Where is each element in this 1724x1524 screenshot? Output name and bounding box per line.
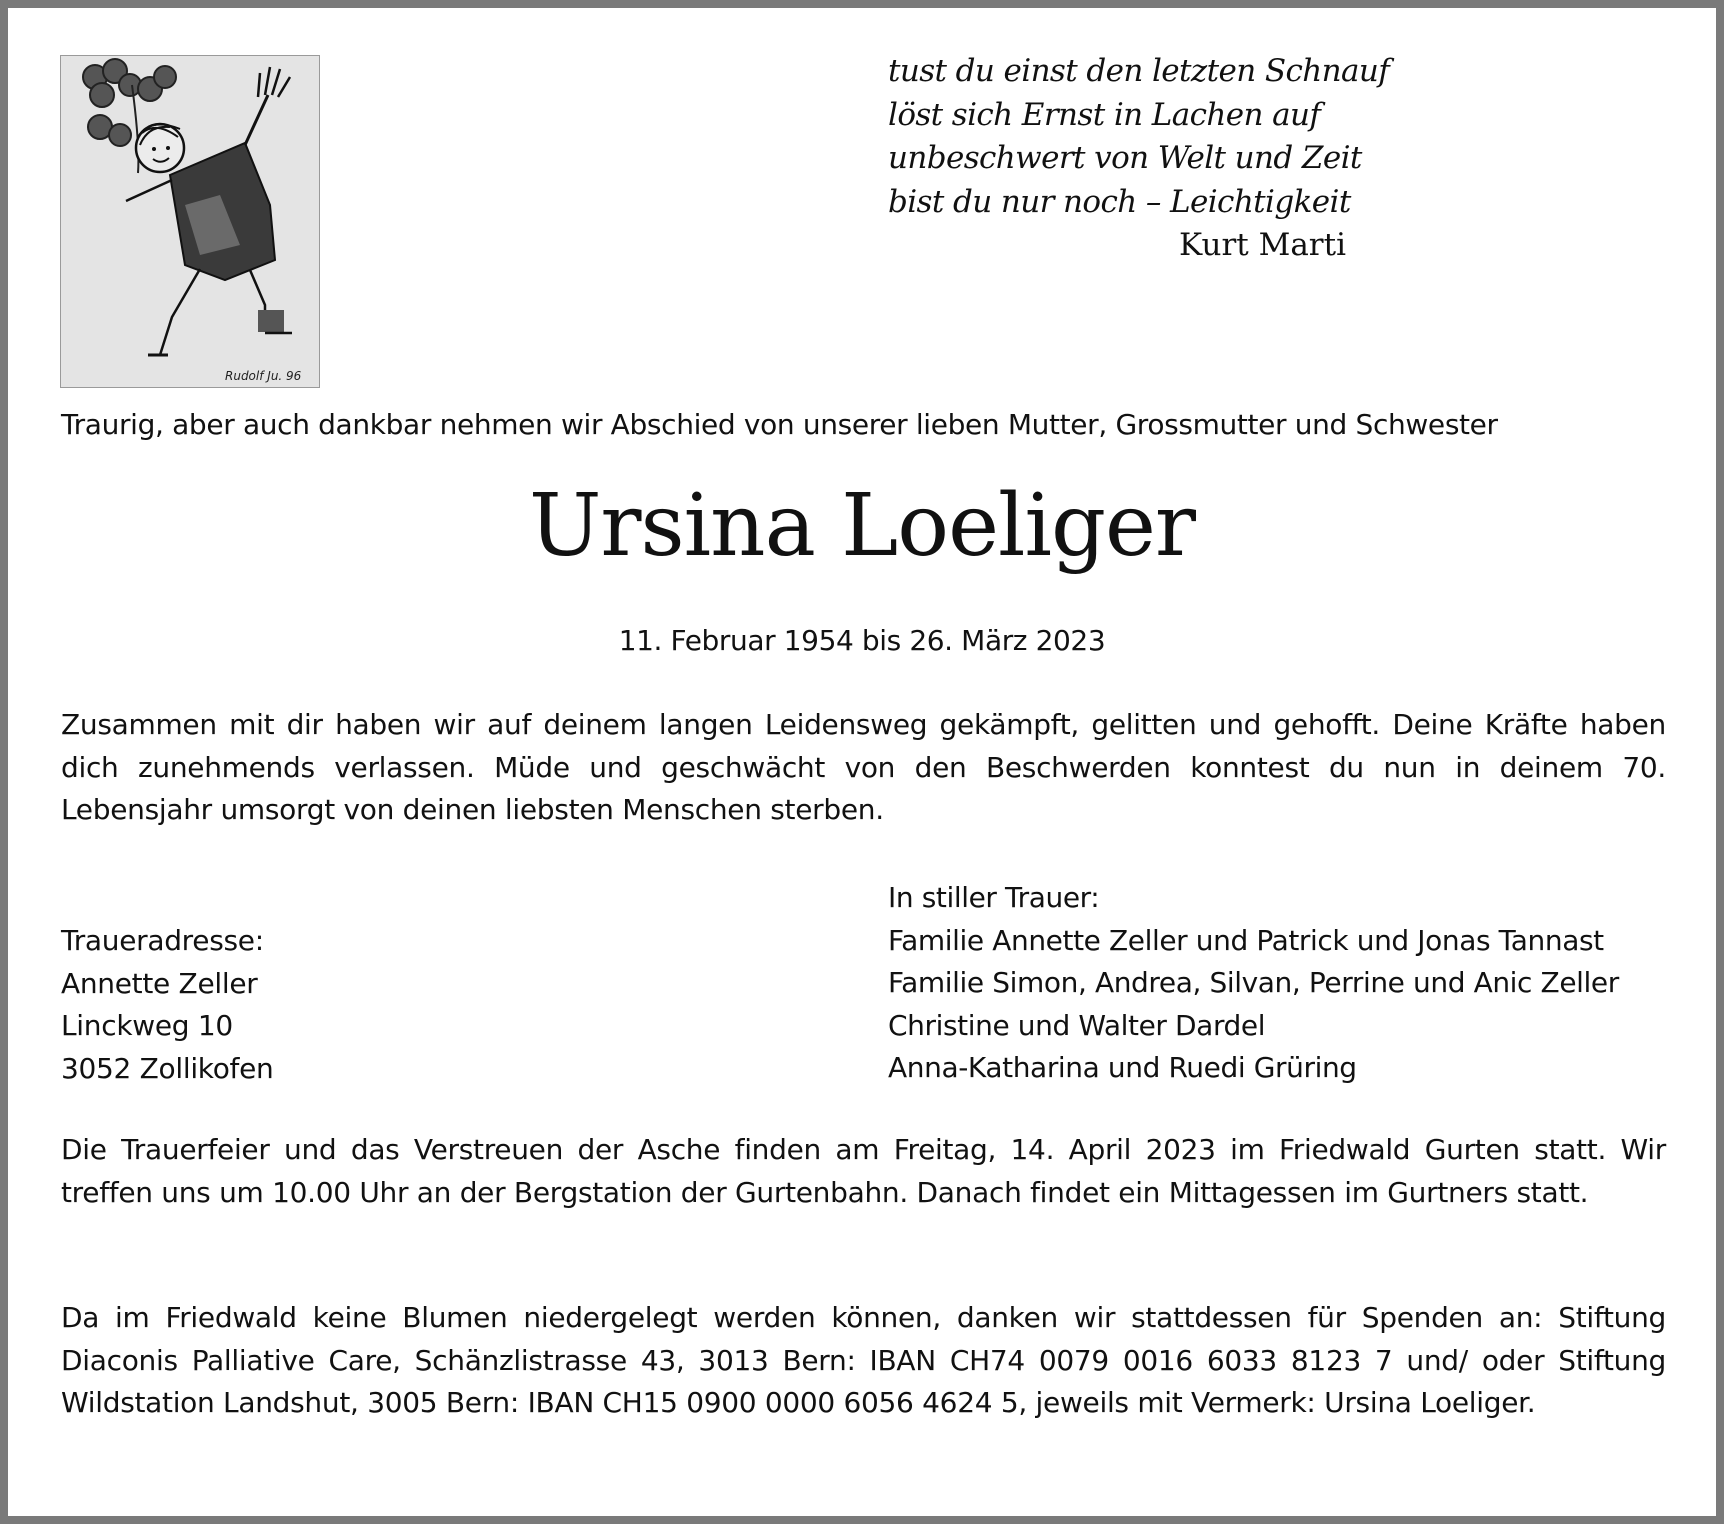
obituary-notice (8, 8, 1716, 1516)
poem-line: unbeschwert von Welt und Zeit (888, 140, 1362, 176)
address-line: 3052 Zollikofen (61, 1051, 274, 1085)
deceased-name: Ursina Loeliger (528, 476, 1196, 576)
mourners-label: In stiller Trauer: (888, 881, 1100, 914)
ceremony-paragraph: Die Trauerfeier und das Verstreuen der Asche finden am Freitag, 14. April 2023 im Friedwald Gurten statt. Wir treffen uns um 10.00 Uhr an der Bergstation der Gurtenbahn. Danach findet ein Mittagessen im Gurtners statt. (61, 1133, 1666, 1209)
poem-line: tust du einst den letzten Schnauf (888, 53, 1390, 89)
mourner-entry: Christine und Walter Dardel (888, 1008, 1266, 1042)
address-line: Annette Zeller (61, 966, 258, 1000)
donation-paragraph: Da im Friedwald keine Blumen niedergelegt werden können, danken wir stattdessen für Spenden an: Stiftung Diaconis Palliative Care, Schänzlistrasse 43, 3013 Bern: IBAN CH74 0079 0016 6033 8123 7 und/ oder Stiftung Wildstation Landshut, 3005 Bern: IBAN CH15 0900 0000 6056 4624 5, jeweils mit Vermerk: Ursina Loeliger. (61, 1301, 1666, 1419)
mourner-entry: Anna-Katharina und Ruedi Grüring (888, 1051, 1357, 1084)
poem (888, 50, 1408, 268)
mourners-list (888, 877, 1619, 1090)
mourner-entry: Familie Annette Zeller und Patrick und Jonas Tannast (888, 923, 1604, 957)
poem-line: löst sich Ernst in Lachen auf (888, 96, 1321, 133)
tribute-paragraph: Zusammen mit dir haben wir auf deinem langen Leidensweg gekämpft, gelitten und gehofft. Deine Kräfte haben dich zunehmends verlassen. Müde und geschwächt von den Beschwerden konntest du nun in deinem 70. Lebensjahr umsorgt von deinen liebsten Menschen sterben. (61, 708, 1666, 826)
poem-line: bist du nur noch – Leichtigkeit (888, 183, 1351, 220)
mourner-entry: Familie Simon, Andrea, Silvan, Perrine und Anic Zeller (888, 966, 1619, 999)
address-label: Traueradresse: (61, 924, 264, 957)
drawing-signature: Rudolf Ju. 96 (225, 369, 302, 383)
life-dates: 11. Februar 1954 bis 26. März 2023 (618, 624, 1106, 657)
address-line: Linckweg 10 (61, 1009, 233, 1042)
mourning-address (61, 920, 274, 1090)
child-drawing-image (60, 55, 320, 388)
poem-author: Kurt Marti (1179, 227, 1346, 263)
intro-text: Traurig, aber auch dankbar nehmen wir Abschied von unserer lieben Mutter, Grossmutter und Schwester (61, 408, 1498, 441)
